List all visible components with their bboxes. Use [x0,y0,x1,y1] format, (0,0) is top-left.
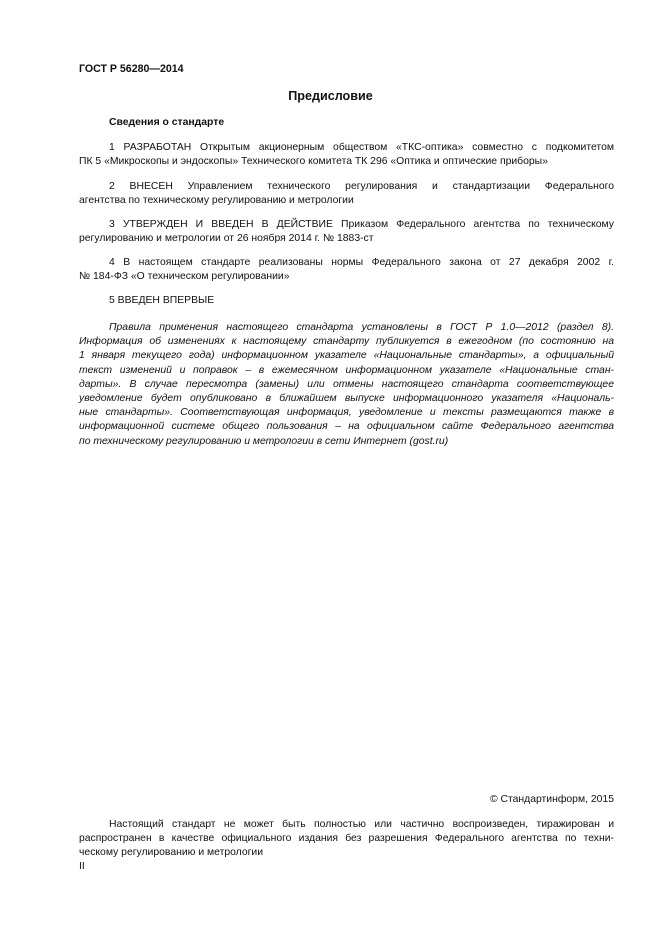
reproduction-line: Настоящий стандарт не может быть полностью или частично воспроизведен, тиражирован и [109,819,614,830]
info-item-2-line-1: 2 ВНЕСЕН Управлением технического регулирования и стандартизации Федерального [109,181,614,192]
info-item-4-line-2: № 184-ФЗ «О техническом регулировании» [79,271,290,283]
notice-line: по техническому регулированию и метрологии в сети Интернет (gost.ru) [79,435,449,447]
info-item-2-line-2: агентства по техническому регулированию и метрологии [79,195,354,207]
info-item-2 [79,180,614,208]
notice-line: 1 января текущего года) информационном указателе «Национальные стандарты», а официальный [79,350,614,362]
info-item-3 [79,218,614,246]
reproduction-notice [79,818,614,861]
section-subtitle: Сведения о стандарте [109,117,225,128]
info-item-3-line-1: 3 УТВЕРЖДЕН И ВВЕДЕН В ДЕЙСТВИЕ Приказом Федерального агентства по техническому [109,219,614,230]
info-item-1-line-1: 1 РАЗРАБОТАН Открытым акционерным обществом «ТКС-оптика» совместно с подкомитетом [109,142,614,153]
copyright-notice: © Стандартинформ, 2015 [489,794,614,805]
document-code: ГОСТ Р 56280—2014 [79,63,184,75]
notice-line: Правила применения настоящего стандарта установлены в ГОСТ Р 1.0—2012 (раздел 8). [109,322,614,333]
reproduction-line: ческому регулированию и метрологии [79,847,264,859]
notice-line: уведомление будет опубликовано в ближайшем выпуске информационного указателя «Националь- [79,393,614,405]
info-item-4-line-1: 4 В настоящем стандарте реализованы нормы Федерального закона от 27 декабря 2002 г. [109,257,614,268]
reproduction-line: распространен в качестве официального издания без разрешения Федерального агентства по техни- [79,833,614,845]
notice-line: Информация об изменениях к настоящему стандарту публикуется в ежегодном (по состоянию на [79,336,614,348]
info-item-1 [79,141,614,169]
notice-line: ные стандарты». Соответствующая информация, уведомление и тексты размещаются также в [79,407,614,419]
info-item-1-line-2: ПК 5 «Микроскопы и эндоскопы» Технического комитета ТК 296 «Оптика и оптические приборы» [79,156,548,168]
info-item-4 [79,256,614,284]
notice-line: дарты». В случае пересмотра (замены) или отмены настоящего стандарта соответствующее [79,378,614,390]
info-item-5 [79,294,614,308]
info-item-5-line-1: 5 ВВЕДЕН ВПЕРВЫЕ [109,295,215,306]
page-title: Предисловие [288,89,373,103]
info-item-3-line-2: регулированию и метрологии от 26 ноября 2014 г. № 1883-ст [79,233,374,245]
notice-paragraph [79,321,614,449]
page-number: II [79,861,85,872]
notice-line: текст изменений и поправок – в ежемесячном информационном указателе «Национальные стан- [79,364,614,376]
notice-line: информационной системе общего пользования – на официальном сайте Федерального агентства [79,421,614,433]
